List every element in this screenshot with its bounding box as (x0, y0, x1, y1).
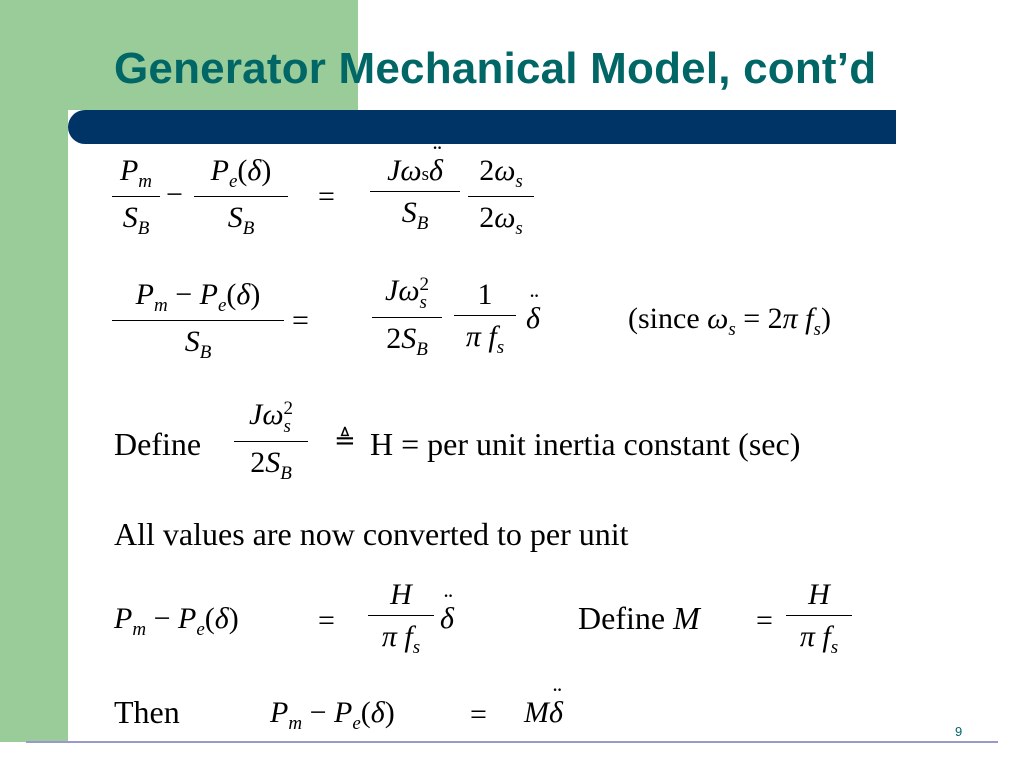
side-panel-lower (0, 110, 68, 742)
define-label: Define (114, 426, 202, 462)
define-h-text: H = per unit inertia constant (sec) (370, 426, 801, 462)
slide-title: Generator Mechanical Model, cont’d (114, 44, 877, 93)
then-label: Then (114, 694, 180, 730)
page-number: 9 (955, 724, 963, 739)
since-label: (since (628, 302, 700, 335)
all-values-line: All values are now converted to per unit (114, 516, 629, 552)
define-m-label: Define (578, 600, 666, 636)
title-underline-bar (68, 110, 896, 144)
footer-rule (26, 741, 998, 743)
